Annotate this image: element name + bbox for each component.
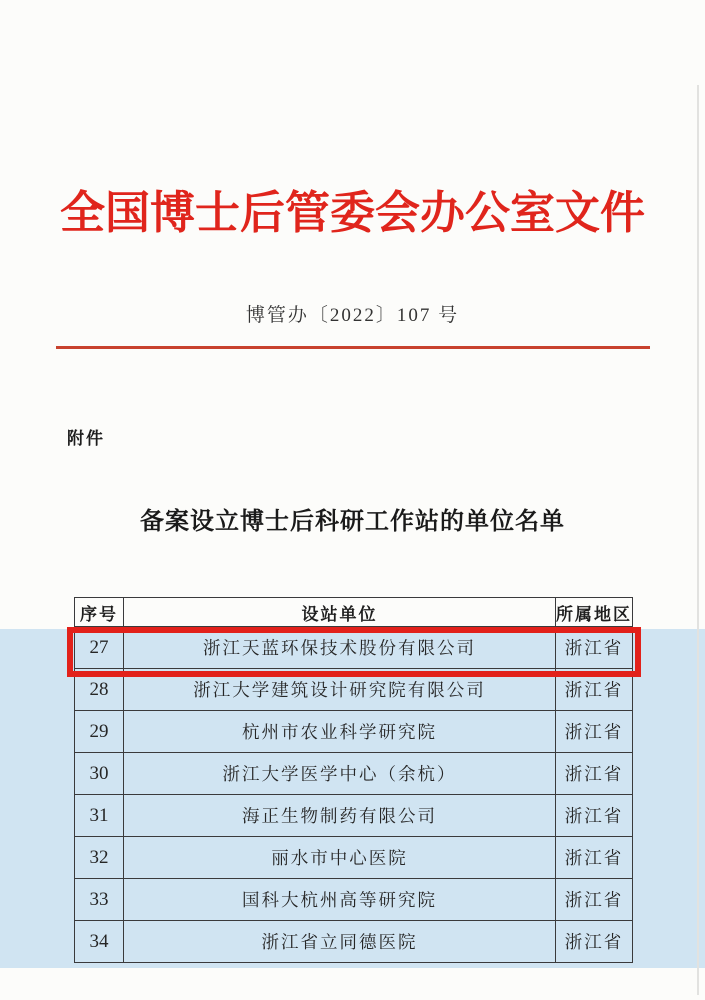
row-no: 32 [75,837,124,879]
row-no: 30 [75,753,124,795]
row-no: 34 [75,921,124,963]
document-number: 博管办〔2022〕107 号 [245,305,460,326]
row-region: 浙江省 [556,879,633,921]
row-unit: 杭州市农业科学研究院 [124,711,556,753]
row-unit: 国科大杭州高等研究院 [124,879,556,921]
header-no: 序号 [75,598,124,627]
row-region: 浙江省 [556,711,633,753]
table-row [75,795,633,837]
table-row [75,879,633,921]
row-no: 28 [75,669,124,711]
row-no: 27 [75,627,124,669]
row-unit: 海正生物制药有限公司 [124,795,556,837]
row-unit: 浙江天蓝环保技术股份有限公司 [124,627,556,669]
table-row [75,837,633,879]
row-no: 29 [75,711,124,753]
header-region: 所属地区 [556,598,633,627]
row-unit: 浙江大学建筑设计研究院有限公司 [124,669,556,711]
row-unit: 浙江大学医学中心（余杭） [124,753,556,795]
table-row [75,753,633,795]
row-region: 浙江省 [556,837,633,879]
row-region: 浙江省 [556,921,633,963]
header-unit: 设站单位 [124,598,556,627]
list-subtitle: 备案设立博士后科研工作站的单位名单 [140,509,565,535]
row-no: 33 [75,879,124,921]
scan-artifact-line [697,85,699,995]
highlight-box-row-27 [67,627,641,677]
row-region: 浙江省 [556,795,633,837]
row-region: 浙江省 [556,753,633,795]
attachment-label: 附件 [67,429,105,448]
row-region: 浙江省 [556,669,633,711]
row-unit: 浙江省立同德医院 [124,921,556,963]
table-row [75,711,633,753]
row-unit: 丽水市中心医院 [124,837,556,879]
red-divider-line [56,346,650,349]
row-region: 浙江省 [556,627,633,669]
row-no: 31 [75,795,124,837]
document-title: 全国博士后管委会办公室文件 [59,188,645,238]
table-header-row [75,598,633,627]
table-row [75,921,633,963]
